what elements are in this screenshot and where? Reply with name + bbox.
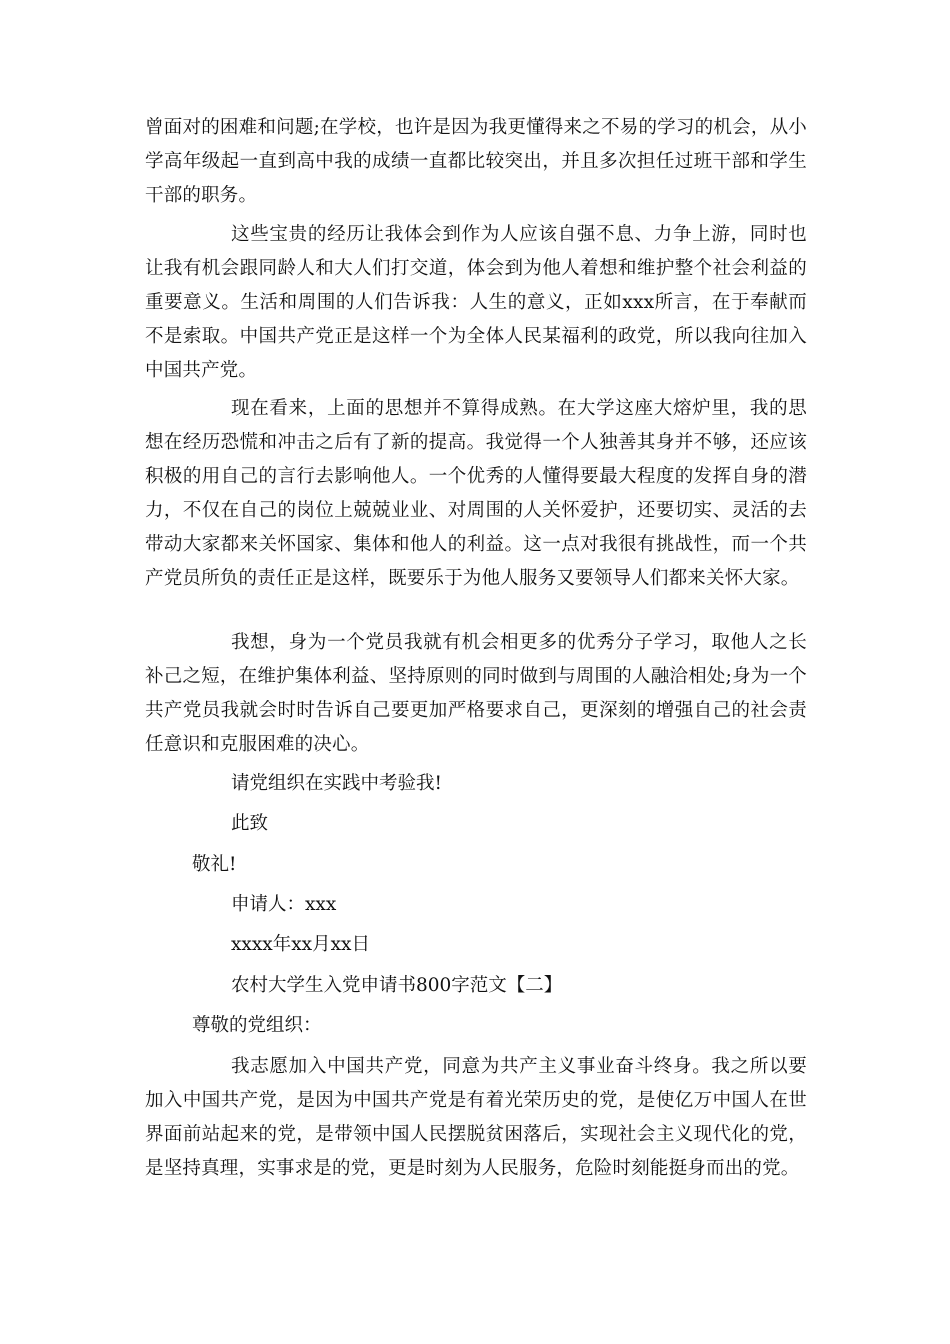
paragraph-thoughts: 现在看来，上面的思想并不算得成熟。在大学这座大熔炉里，我的思想在经历恐慌和冲击之后有了新的提高。我觉得一个人独善其身并不够，还应该积极的用自己的言行去影响他人。一个优秀的人懂得要最大程度的发挥自身的潜力，不仅在自己的岗位上兢兢业业、对周围的人关怀爱护，还要切实、灵活的去带动大家都来关怀国家、集体和他人的利益。这一点对我很有挑战性，而一个共产党员所负的责任正是这样，既要乐于为他人服务又要领导人们都来关怀大家。 — [145, 398, 807, 589]
request-line: 请党组织在实践中考验我! — [231, 773, 442, 794]
paragraph-continued: 曾面对的困难和问题;在学校，也许是因为我更懂得来之不易的学习的机会，从小学高年级起一直到高中我的成绩一直都比较突出，并且多次担任过班干部和学生干部的职务。 — [145, 117, 807, 206]
paragraph-experience: 这些宝贵的经历让我体会到作为人应该自强不息、力争上游，同时也让我有机会跟同龄人和大人们打交道，体会到为他人着想和维护整个社会利益的重要意义。生活和周围的人们告诉我：人生的意义，正如xxx所言，在于奉献而不是索取。中国共产党正是这样一个为全体人民某福利的政党，所以我向往加入中国共产党。 — [145, 224, 807, 381]
paragraph-application: 我志愿加入中国共产党，同意为共产主义事业奋斗终身。我之所以要加入中国共产党，是因为中国共产党是有着光荣历史的党，是使亿万中国人在世界面前站起来的党，是带领中国人民摆脱贫困落后，实现社会主义现代化的党，是坚持真理，实事求是的党，更是时刻为人民服务，危险时刻能挺身而出的党。 — [145, 1056, 807, 1179]
salutation: 尊敬的党组织： — [192, 1015, 322, 1036]
applicant-signature: 申请人：xxx — [231, 894, 337, 915]
closing-jing-li: 敬礼! — [192, 854, 237, 875]
paragraph-party-member: 我想，身为一个党员我就有机会相更多的优秀分子学习，取他人之长补己之短，在维护集体利益、坚持原则的同时做到与周围的人融洽相处;身为一个共产党员我就会时时告诉自己要更加严格要求自己，更深刻的增强自己的社会责任意识和克服困难的决心。 — [145, 632, 807, 755]
closing-ci-zhi: 此致 — [231, 813, 269, 834]
section-title: 农村大学生入党申请书800字范文【二】 — [231, 975, 563, 996]
application-date: xxxx年xx月xx日 — [231, 934, 370, 955]
